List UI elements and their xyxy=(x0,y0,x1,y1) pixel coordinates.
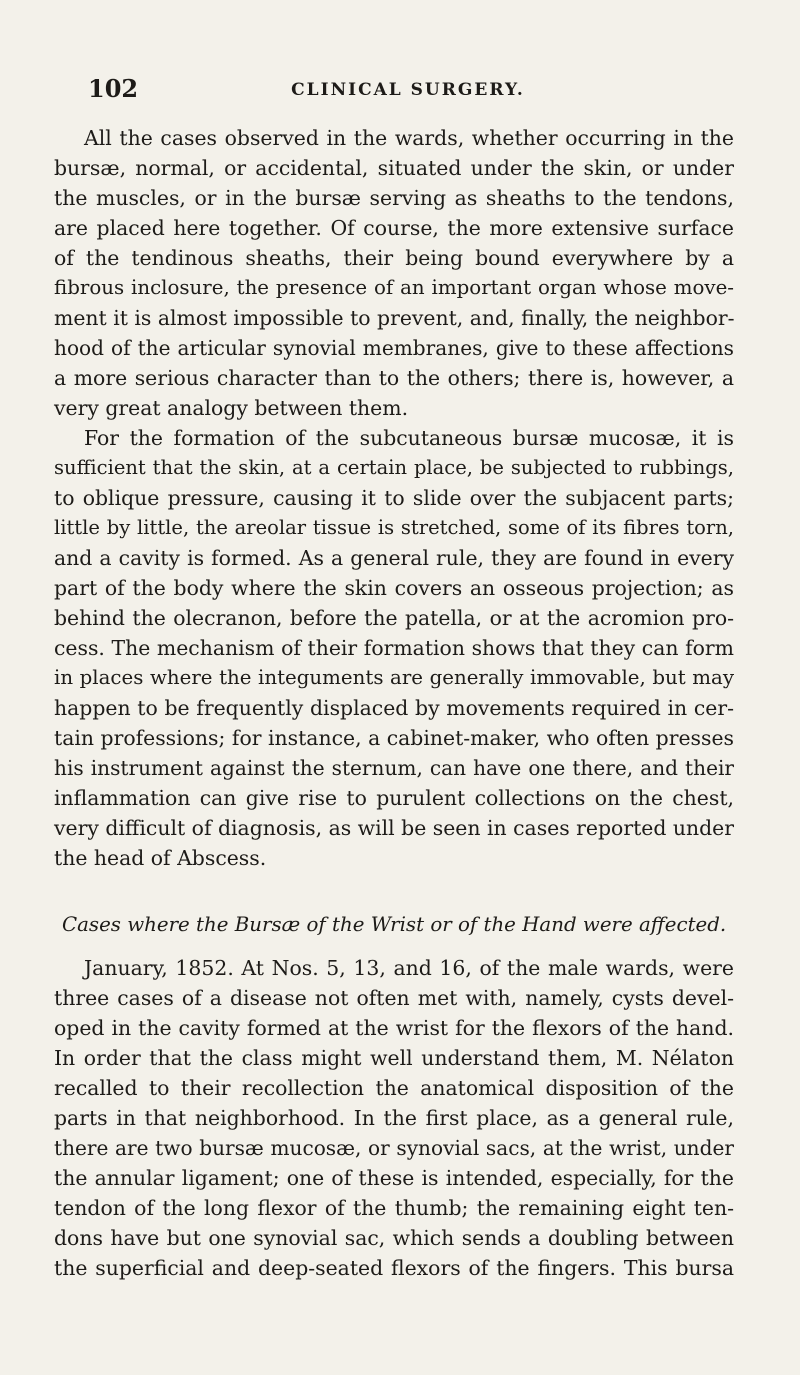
paragraph-line: sufficient that the skin, at a certain place, be subjected to rubbings, xyxy=(54,456,734,479)
running-head: CLINICAL SURGERY. xyxy=(291,80,525,100)
paragraph-line: a more serious character than to the others; there is, however, a xyxy=(54,366,734,390)
paragraph-line: the superficial and deep-seated flexors of the fingers. This bursa xyxy=(54,1256,734,1280)
paragraph-line: in places where the integuments are generally immovable, but may xyxy=(54,666,734,689)
paragraph-line: three cases of a disease not often met with, namely, cysts devel- xyxy=(54,986,734,1010)
page-number: 102 xyxy=(88,74,139,103)
paragraph-line: the annular ligament; one of these is intended, especially, for the xyxy=(54,1166,734,1190)
paragraph-line: parts in that neighborhood. In the first place, as a general rule, xyxy=(54,1106,734,1130)
paragraph-line: the muscles, or in the bursæ serving as sheaths to the tendons, xyxy=(54,186,734,210)
paragraph-line: inflammation can give rise to purulent collections on the chest, xyxy=(54,786,734,810)
paragraph-line: of the tendinous sheaths, their being bound everywhere by a xyxy=(54,246,734,270)
paragraph-line: cess. The mechanism of their formation shows that they can form xyxy=(54,636,734,660)
paragraph-line: ment it is almost impossible to prevent, and, finally, the neighbor- xyxy=(54,306,735,330)
paragraph-line: behind the olecranon, before the patella, or at the acromion pro- xyxy=(54,606,734,630)
paragraph-line: tain professions; for instance, a cabinet-maker, who often presses xyxy=(54,726,734,750)
paragraph-line: fibrous inclosure, the presence of an important organ whose move- xyxy=(54,276,734,299)
paragraph-line: oped in the cavity formed at the wrist for the flexors of the hand. xyxy=(54,1016,734,1040)
paragraph-line: All the cases observed in the wards, whether occurring in the xyxy=(84,126,734,150)
paragraph-line: part of the body where the skin covers an osseous projection; as xyxy=(54,576,734,600)
paragraph-line: tendon of the long flexor of the thumb; the remaining eight ten- xyxy=(54,1196,734,1220)
paragraph-line: little by little, the areolar tissue is stretched, some of its fibres torn, xyxy=(54,516,734,539)
paragraph-line: January, 1852. At Nos. 5, 13, and 16, of the male wards, were xyxy=(84,956,734,980)
paragraph-line: hood of the articular synovial membranes, give to these affections xyxy=(54,336,734,360)
paragraph-line: to oblique pressure, causing it to slide over the subjacent parts; xyxy=(54,486,734,510)
paragraph-line: are placed here together. Of course, the more extensive surface xyxy=(54,216,734,240)
paragraph-line: very difficult of diagnosis, as will be seen in cases reported under xyxy=(54,816,734,840)
paragraph-line: his instrument against the sternum, can have one there, and their xyxy=(54,756,734,780)
paragraph-line: dons have but one synovial sac, which sends a doubling between xyxy=(54,1226,734,1250)
paragraph-line: In order that the class might well understand them, M. Nélaton xyxy=(54,1046,734,1070)
paragraph-line: For the formation of the subcutaneous bursæ mucosæ, it is xyxy=(84,426,734,450)
section-heading: Cases where the Bursæ of the Wrist or of the Hand were affected. xyxy=(62,913,727,936)
paragraph-line: bursæ, normal, or accidental, situated under the skin, or under xyxy=(54,156,734,180)
paragraph-line: very great analogy between them. xyxy=(54,396,409,420)
paragraph-line: happen to be frequently displaced by movements required in cer- xyxy=(54,696,734,720)
page-header xyxy=(88,74,728,114)
paragraph-line: the head of Abscess. xyxy=(54,846,267,870)
paragraph-line: there are two bursæ mucosæ, or synovial sacs, at the wrist, under xyxy=(54,1136,734,1160)
paragraph-line: recalled to their recollection the anatomical disposition of the xyxy=(54,1076,734,1100)
paragraph-line: and a cavity is formed. As a general rule, they are found in every xyxy=(54,546,734,570)
